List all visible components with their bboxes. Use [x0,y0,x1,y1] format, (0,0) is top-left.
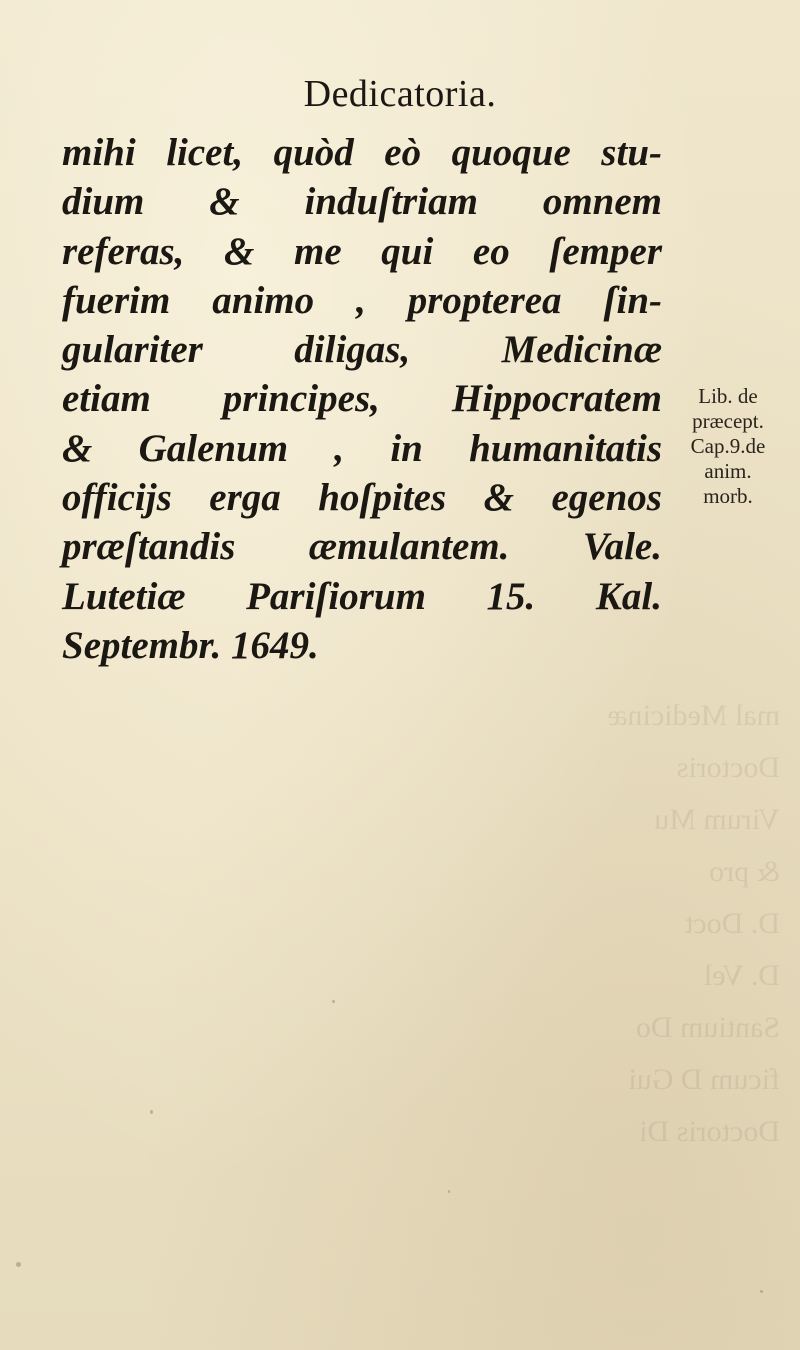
text-line: dium & induſtriam omnem [62,180,662,224]
text-line: mihi licet, quòd eò quoque stu- [62,131,662,174]
paper-speck [448,1190,450,1193]
text-line: referas, & me qui eo ſemper [62,229,662,273]
paper-speck [16,1262,21,1267]
text-line: etiam principes, Hippocratem [62,377,662,421]
text-line: fuerim animo , propterea ſin- [62,278,662,322]
bleed-through-text: mal Medicinæ Doctoris Virum Mu & pro D. Doct D. Vel Santium Do ficum D Gui Doctoris Di [607,699,780,1148]
paper-speck [760,1290,763,1293]
text-line: gulariter diligas, Medicinæ [62,328,662,372]
page-header: Dedicatoria. [303,73,497,115]
text-line: Lutetiæ Pariſiorum 15. Kal. [62,574,662,618]
margin-note-line: morb. [703,484,753,508]
margin-note-line: anim. [704,459,752,483]
paper-speck [332,1000,335,1003]
margin-note-line: Cap.9.de [690,434,766,458]
text-line: Septembr. 1649. [62,623,319,667]
paper-speck [150,1110,153,1114]
text-line: præſtandis æmulantem. Vale. [62,525,662,569]
margin-note-line: Lib. de [698,384,758,408]
dedication-text [62,128,662,670]
text-line: & Galenum , in humanitatis [62,426,662,470]
margin-note-line: præcept. [692,409,764,433]
text-line: officijs erga hoſpites & egenos [62,476,662,520]
margin-note [668,384,788,509]
